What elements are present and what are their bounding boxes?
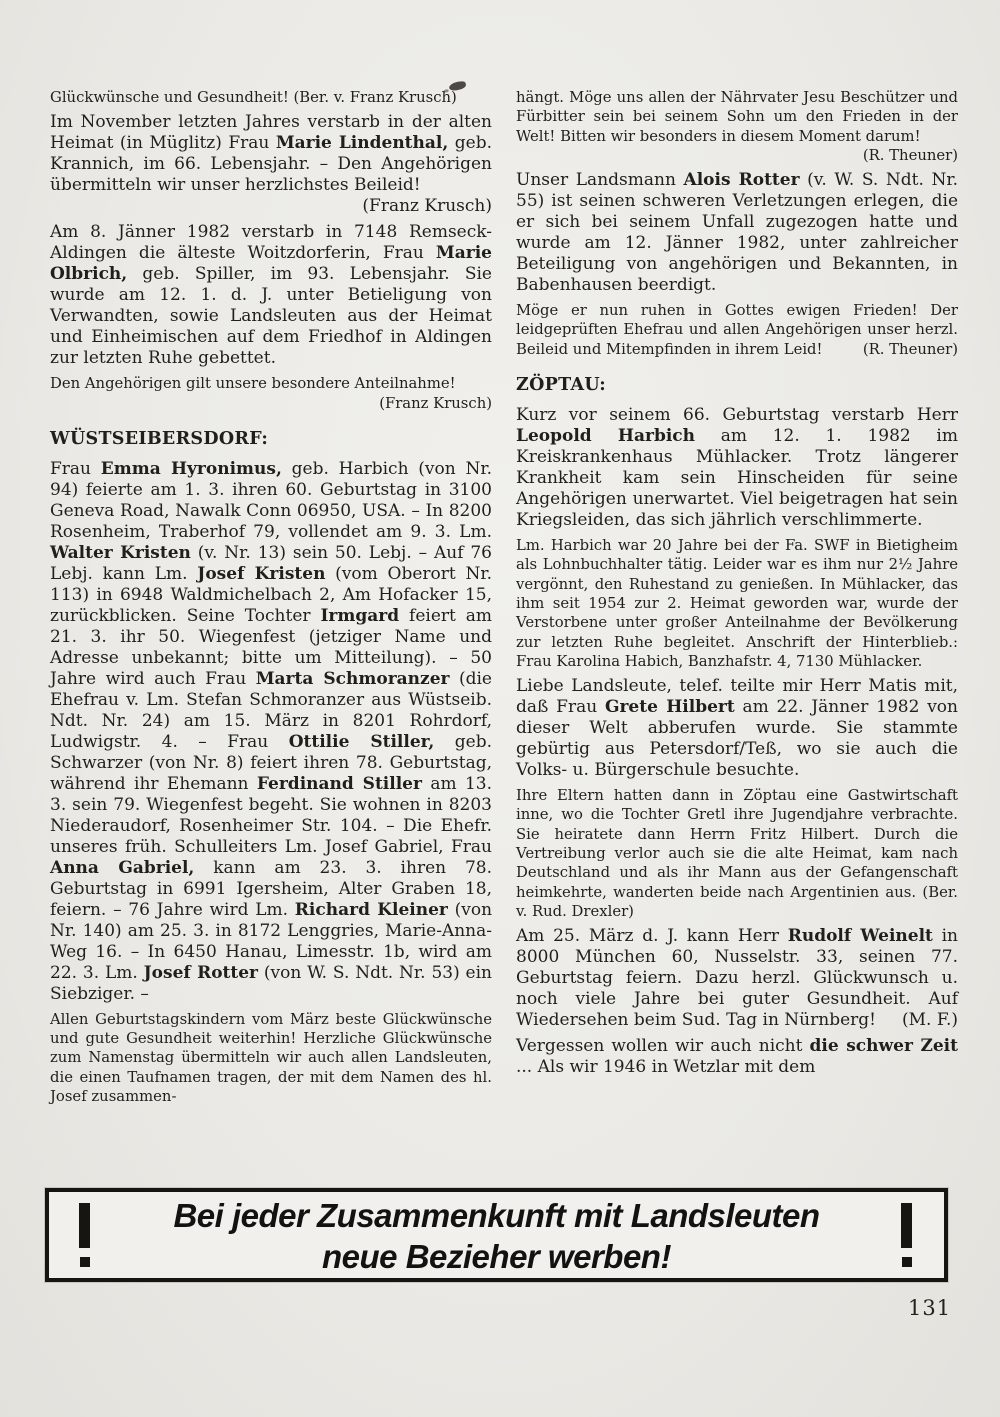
paragraph: Den Angehörigen gilt unsere besondere Anteilnahme! (Franz Krusch) (50, 375, 492, 412)
paragraph: Am 25. März d. J. kann Herr Rudolf Weinelt in 8000 München 60, Nusselstr. 33, seinen 77. Geburtstag feiern. Dazu herzl. Glückwunsch u. noch viele Jahre bei guter Gesundheit. Auf Wiedersehen beim Sud. Tag in Nürnberg! (M. F.) (516, 926, 959, 1031)
banner-line2: neue Bezieher werben! (322, 1238, 671, 1275)
banner-line1: Bei jeder Zusammenkunft mit Landsleuten (173, 1197, 820, 1234)
paragraph: Lm. Harbich war 20 Jahre bei der Fa. SWF in Bietigheim als Lohnbuchhalter tätig. Leider war es ihm nur 2½ Jahre vergönnt, den Ruhestand zu genießen. In Mühlacker, das ihm seit 1954 zur 2. Heimat geworden war, wurde der Verstorbene unter großer Anteilnahme der Bevölkerung zur letzten Ruhe begleitet. Anschrift der Hinterblieb.: Frau Karolina Habich, Banzhafstr. 4, 7130 Mühlacker. (516, 537, 958, 670)
paragraph: Vergessen wollen wir auch nicht die schwer Zeit ... Als wir 1946 in Wetzlar mit dem (516, 1036, 958, 1078)
right-column (516, 88, 958, 1083)
section-heading: ZÖPTAU: (516, 375, 607, 396)
section-heading: WÜSTSEIBERSDORF: (50, 428, 269, 449)
page-number: 131 (908, 1296, 952, 1320)
paragraph: Kurz vor seinem 66. Geburtstag verstarb Herr Leopold Harbich am 12. 1. 1982 im Kreiskrankenhaus Mühlacker. Trotz längerer Krankheit kam sein Hinscheiden für seine Angehörigen unerwartet. Viel beigetragen hat sein Kriegsleiden, das sich jährlich verschlimmerte. (516, 405, 958, 531)
exclamation-icon (79, 1203, 90, 1267)
paragraph: Frau Emma Hyronimus, geb. Harbich (von Nr. 94) feierte am 1. 3. ihren 60. Geburtstag in 3100 Geneva Road, Nawalk Conn 06950, USA. – In 8200 Rosenheim, Traberhof 79, vollendet am 9. 3. Lm. Walter Kristen (v. Nr. 13) sein 50. Lebj. – Auf 76 Lebj. kann Lm. Josef Kristen (vom Oberort Nr. 113) in 6948 Waldmichelbach 2, Am Hofacker 15, zurückblicken. Seine Tochter Irmgard feiert am 21. 3. ihr 50. Wiegenfest (jetziger Name und Adresse unbekannt; bitte um Mitteilung). – 50 Jahre wird auch Frau Marta Schmoranzer (die Ehefrau v. Lm. Stefan Schmoranzer aus Wüstseib. Ndt. Nr. 24) am 15. März in 8201 Rohrdorf, Ludwigstr. 4. – Frau Ottilie Stiller, geb. Schwarzer (von Nr. 8) feiert ihren 78. Geburtstag, während ihr Ehemann Ferdinand Stiller am 13. 3. sein 79. Wiegenfest begeht. Sie wohnen in 8203 Niederaudorf, Rosenheimer Str. 104. – Die Ehefr. unseres früh. Schulleiters Lm. Josef Gabriel, Frau Anna Gabriel, kann am 23. 3. ihren 78. Geburtstag in 6991 Igersheim, Alter Graben 18, feiern. – 76 Jahre wird Lm. Richard Kleiner (von Nr. 140) am 25. 3. in 8172 Lenggries, Marie-Anna-Weg 16. – In 6450 Hanau, Limesstr. 1b, wird am 22. 3. Lm. Josef Rotter (von W. S. Ndt. Nr. 53) ein Siebziger. – (50, 458, 493, 1004)
paragraph: Allen Geburtstagskindern vom März beste Glückwünsche und gute Gesundheit weiterhin! Herzliche Glückwünsche zum Namenstag übermitteln wir auch allen Landsleuten, die einen Taufnamen tragen, der mit dem Namen des hl. Josef zusammen- (50, 1010, 492, 1106)
banner-box (45, 1188, 948, 1282)
paragraph: Möge er nun ruhen in Gottes ewigen Frieden! Der leidgeprüften Ehefrau und allen Angehörigen unser herzl. Beileid und Mitempfinden in ihrem Leid! (R. Theuner) (516, 302, 958, 358)
exclamation-icon (901, 1203, 912, 1267)
left-column (50, 88, 492, 1111)
banner-text (173, 1193, 819, 1277)
paragraph: Unser Landsmann Alois Rotter (v. W. S. Ndt. Nr. 55) ist seinen schweren Verletzungen erlegen, die er sich bei seinem Unfall zugezogen hatte und wurde am 12. Jänner 1982, unter zahlreicher Beteiligung von angehörigen und Bekannten, in Babenhausen beerdigt. (516, 170, 958, 296)
paragraph: Glückwünsche und Gesundheit! (Ber. v. Franz Krusch) (50, 89, 457, 106)
paragraph: Am 8. Jänner 1982 verstarb in 7148 Remseck-Aldingen die älteste Woitzdorferin, Frau Marie Olbrich, geb. Spiller, im 93. Lebensjahr. Sie wurde am 12. 1. d. J. unter Betieligung von Verwandten, sowie Landsleuten aus der Heimat und Einheimischen auf dem Friedhof in Aldingen zur letzten Ruhe gebettet. (50, 222, 492, 369)
paragraph: Liebe Landsleute, telef. teilte mir Herr Matis mit, daß Frau Grete Hilbert am 22. Jänner 1982 von dieser Welt abberufen wurde. Sie stammte gebürtig aus Petersdorf/Teß, wo sie auch die Volks- u. Bürgerschule besuchte. (516, 676, 958, 781)
paragraph: Ihre Eltern hatten dann in Zöptau eine Gastwirtschaft inne, wo die Tochter Gretl ihre Jugendjahre verbrachte. Sie heiratete dann Herrn Fritz Hilbert. Durch die Vertreibung verlor auch sie die alte Heimat, kam nach Deutschland und als ihr Mann aus der Gefangenschaft heimkehrte, wanderten beide nach Argentinien aus. (Ber. v. Rud. Drexler) (516, 787, 958, 920)
paragraph: Im November letzten Jahres verstarb in der alten Heimat (in Müglitz) Frau Marie Lindenthal, geb. Krannich, im 66. Lebensjahr. – Den Angehörigen übermitteln wir unser herzlichstes Beileid! (Franz Krusch) (50, 112, 492, 217)
paragraph: hängt. Möge uns allen der Nährvater Jesu Beschützer und Fürbitter sein bei seinem Sohn um den Frieden in der Welt! Bitten wir besonders in diesem Moment darum! (R. Theuner) (516, 89, 958, 164)
